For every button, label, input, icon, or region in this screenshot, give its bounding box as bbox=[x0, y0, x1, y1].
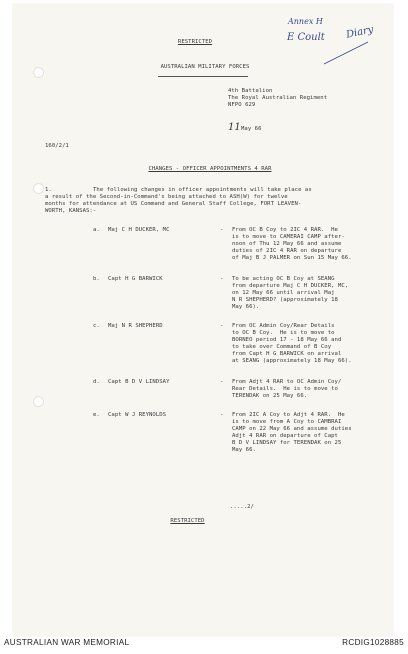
document-sheet bbox=[13, 4, 393, 636]
item-desc-line: is to move to CAMERAI CAMP after- bbox=[232, 234, 345, 240]
handwritten-stroke bbox=[322, 38, 372, 68]
item-officer: Capt H G BARWICK bbox=[108, 276, 163, 282]
unit-line-1: 4th Battalion bbox=[228, 88, 273, 94]
classification-top: RESTRICTED bbox=[177, 39, 213, 45]
item-desc-line: May 66). bbox=[232, 304, 260, 310]
intro-line: months for attendance at US Command and General Staff College, FORT LEAVEN- bbox=[45, 201, 302, 207]
item-desc-line: May 66. bbox=[232, 447, 256, 453]
item-desc-line: at SEANG (approximately 18 May 66). bbox=[232, 358, 352, 364]
item-officer: Capt B D V LINDSAY bbox=[108, 379, 170, 385]
item-desc-line: to take over Command of B Coy bbox=[232, 344, 332, 350]
continuation-mark: .....2/ bbox=[230, 504, 254, 510]
item-desc-line: From Adjt 4 RAR to OC Admin Coy/ bbox=[232, 379, 342, 385]
footer-source: AUSTRALIAN WAR MEMORIAL bbox=[4, 638, 130, 647]
item-letter: d. bbox=[93, 379, 100, 385]
intro-line: The following changes in officer appointments will take place as bbox=[93, 187, 312, 193]
heading-rule bbox=[158, 76, 248, 77]
handwritten-date: 11 bbox=[228, 122, 241, 133]
item-desc-line: From OC Admin Coy/Rear Details bbox=[232, 323, 335, 329]
item-desc-line: to OC B Coy. He is to move to bbox=[232, 330, 335, 336]
document-title: CHANGES - OFFICER APPOINTMENTS 4 RAR bbox=[148, 166, 272, 172]
item-desc-line: is to move from A Coy to CAMBRAI bbox=[232, 419, 342, 425]
forces-heading: AUSTRALIAN MILITARY FORCES bbox=[160, 64, 250, 70]
date-text: May 66 bbox=[241, 126, 262, 132]
item-desc-line: from departure Maj C H DUCKER, MC, bbox=[232, 283, 349, 289]
item-desc-line: N R SHEPHERD? (approximately 18 bbox=[232, 297, 338, 303]
footer-record-id: RCDIG1028885 bbox=[342, 638, 404, 647]
item-desc-line: duties of 2IC 4 RAR on departure bbox=[232, 248, 342, 254]
item-letter: b. bbox=[93, 276, 100, 282]
item-desc-line: To be acting OC B Coy at SEANG bbox=[232, 276, 335, 282]
unit-line-3: NFPO 629 bbox=[228, 102, 256, 108]
item-desc-line: BORNEO period 17 - 18 May 66 and bbox=[232, 337, 342, 343]
item-desc-line: noon of Thu 12 May 66 and assume bbox=[232, 241, 342, 247]
paragraph-number: 1. bbox=[45, 187, 52, 193]
item-letter: e. bbox=[93, 412, 100, 418]
item-desc-line: from Capt H G BARWICK on arrival bbox=[232, 351, 342, 357]
handwritten-signature: E Coult bbox=[287, 32, 325, 43]
handwritten-annex: Annex H bbox=[288, 17, 323, 26]
item-desc-line: Rear Details. He is to move to bbox=[232, 386, 338, 392]
item-desc-line: CAMP on 22 May 66 and assume duties bbox=[232, 426, 352, 432]
punch-hole bbox=[33, 183, 44, 194]
file-reference: 160/2/1 bbox=[45, 143, 69, 149]
punch-hole bbox=[33, 67, 44, 78]
item-desc-line: of Maj B J PALMER on Sun 15 May 66. bbox=[232, 255, 352, 261]
item-desc-line: on 12 May 66 until arrival Maj bbox=[232, 290, 335, 296]
item-officer: Maj N R SHEPHERD bbox=[108, 323, 163, 329]
item-letter: c. bbox=[93, 323, 100, 329]
handwritten-diary: Diary bbox=[345, 24, 375, 41]
classification-bottom: RESTRICTED bbox=[170, 518, 205, 524]
item-officer: Maj C H DUCKER, MC bbox=[108, 227, 170, 233]
item-desc-line: From 2IC A Coy to Adjt 4 RAR. He bbox=[232, 412, 345, 418]
unit-line-2: The Royal Australian Regiment bbox=[228, 95, 328, 101]
intro-line: a result of the Second-in-Command's being attached to ASH(W) for twelve bbox=[45, 194, 288, 200]
item-desc-line: Adjt 4 RAR on departure of Capt bbox=[232, 433, 338, 439]
item-officer: Capt W J REYNOLDS bbox=[108, 412, 167, 418]
item-letter: a. bbox=[93, 227, 100, 233]
item-desc-line: From OC B Coy to 2IC 4 RAR. He bbox=[232, 227, 338, 233]
punch-hole bbox=[33, 396, 44, 407]
intro-line: WORTH, KANSAS:- bbox=[45, 208, 97, 214]
item-desc-line: TERENDAK on 25 May 66. bbox=[232, 393, 308, 399]
item-desc-line: B D V LINDSAY for TERENDAK on 25 bbox=[232, 440, 342, 446]
